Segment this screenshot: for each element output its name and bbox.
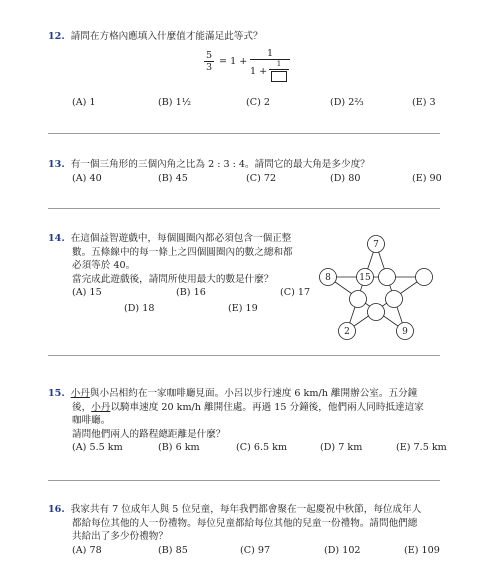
option-e[interactable]: (E) 3 xyxy=(412,97,436,108)
question-text-line-1: 我家共有 7 位成年人與 5 位兒童，每年我們都會聚在一起慶祝中秋節，每位成年人 xyxy=(70,504,422,515)
option-a[interactable]: (A) 1 xyxy=(72,97,96,108)
option-a[interactable]: (A) 78 xyxy=(72,544,102,556)
question-text: 請問在方格內應填入什麼值才能滿足此等式？ xyxy=(70,31,263,42)
circle-inner-bottom xyxy=(368,304,385,321)
divider xyxy=(48,480,440,481)
circle-inner-lower-left xyxy=(350,291,367,308)
option-a[interactable]: (A) 5.5 km xyxy=(72,442,123,453)
answer-box xyxy=(271,71,287,82)
question-text: 有一個三角形的三個內角之比為 2 : 3 : 4。請問它的最大角是多少度？ xyxy=(70,159,370,170)
option-c[interactable]: (C) 2 xyxy=(246,97,270,108)
option-e[interactable]: (E) 109 xyxy=(404,544,440,556)
question-text-part: 以騎車速度 20 km/h 離開住處。再過 15 分鐘後，他們兩人同時抵達這家 xyxy=(110,401,424,413)
question-text-part: 後， xyxy=(72,401,92,413)
option-b[interactable]: (B) 85 xyxy=(158,544,188,556)
option-e[interactable]: (E) 7.5 km xyxy=(396,442,447,453)
option-e[interactable]: (E) 90 xyxy=(412,172,442,184)
circle-inner-lower-right xyxy=(386,291,403,308)
lhs-denominator: 3 xyxy=(205,62,213,73)
option-b[interactable]: (B) 16 xyxy=(176,287,206,298)
question-text-line-2: 都給每位其他的人一份禮物。每位兒童都給每位其他的兒童一份禮物。請問他們總 xyxy=(72,517,418,529)
option-d[interactable]: (D) 18 xyxy=(124,303,155,314)
question-text-line-3: 共給出了多少份禮物？ xyxy=(72,531,168,542)
value-bottom-left: 2 xyxy=(344,327,350,337)
option-c[interactable]: (C) 17 xyxy=(280,287,311,298)
question-number: 15. xyxy=(48,388,65,399)
question-text-line-1: 在這個益智遊戲中，每個圓圈內都必須包含一個正整 xyxy=(70,233,292,244)
value-inner: 15 xyxy=(359,273,371,283)
equals-one-plus: = 1 + xyxy=(219,56,248,67)
inner-denominator xyxy=(269,69,289,82)
value-top: 7 xyxy=(373,240,379,250)
option-d[interactable]: (D) 7 km xyxy=(320,442,363,453)
name-xiaodan: 小丹 xyxy=(91,401,111,413)
inner-fraction xyxy=(269,60,289,82)
equation xyxy=(204,46,304,82)
option-a[interactable]: (A) 15 xyxy=(72,287,102,298)
name-xiaodan: 小丹 xyxy=(70,388,90,399)
lhs-fraction xyxy=(204,50,214,73)
option-d[interactable]: (D) 102 xyxy=(324,544,361,556)
option-b[interactable]: (B) 1½ xyxy=(158,97,191,108)
question-number: 13. xyxy=(48,159,65,170)
question-text-part: 與小呂相約在一家咖啡廳見面。小呂以步行速度 6 km/h 離開辦公室。五分鐘 xyxy=(89,388,418,399)
question-text-line-3: 咖啡廳。 xyxy=(72,415,111,426)
options-12 xyxy=(48,96,440,110)
question-15 xyxy=(48,387,447,455)
value-bottom-right: 9 xyxy=(402,327,408,337)
option-d[interactable]: (D) 80 xyxy=(330,172,361,184)
cf-denominator-prefix: 1 + xyxy=(250,66,268,77)
question-13 xyxy=(48,158,440,186)
divider xyxy=(48,355,440,356)
cf-numerator: 1 xyxy=(266,48,274,59)
option-c[interactable]: (C) 72 xyxy=(246,172,277,184)
circle-right xyxy=(416,269,433,286)
option-a[interactable]: (A) 40 xyxy=(72,172,102,184)
circle-inner-right xyxy=(379,269,396,286)
value-left: 8 xyxy=(325,273,331,283)
question-12 xyxy=(48,30,440,44)
question-number: 12. xyxy=(48,31,65,42)
question-number: 16. xyxy=(48,504,65,515)
question-14 xyxy=(48,232,310,316)
pentagram-puzzle xyxy=(312,232,440,348)
inner-numerator: 1 xyxy=(276,60,282,68)
option-d[interactable]: (D) 2⅔ xyxy=(330,97,364,108)
question-text-line-4: 當完成此遊戲後，請問所使用最大的數是什麼？ xyxy=(72,273,274,285)
option-b[interactable]: (B) 45 xyxy=(158,172,188,184)
continued-fraction xyxy=(250,48,290,84)
question-text-line-2: 數。五條線中的每一條上之四個圓圈內的數之總和都 xyxy=(72,246,293,258)
cf-denominator xyxy=(250,59,290,84)
question-text-line-3: 必須等於 40。 xyxy=(72,260,136,271)
lhs-numerator: 5 xyxy=(205,50,213,61)
option-c[interactable]: (C) 97 xyxy=(240,544,271,556)
option-b[interactable]: (B) 6 km xyxy=(158,442,200,453)
divider xyxy=(48,208,440,209)
question-text-line-4: 請問他們兩人的路程總距離是什麼？ xyxy=(72,428,226,440)
option-c[interactable]: (C) 6.5 km xyxy=(236,442,288,453)
question-16 xyxy=(48,503,440,558)
option-e[interactable]: (E) 19 xyxy=(228,303,258,314)
divider xyxy=(48,133,440,134)
question-number: 14. xyxy=(48,233,65,244)
